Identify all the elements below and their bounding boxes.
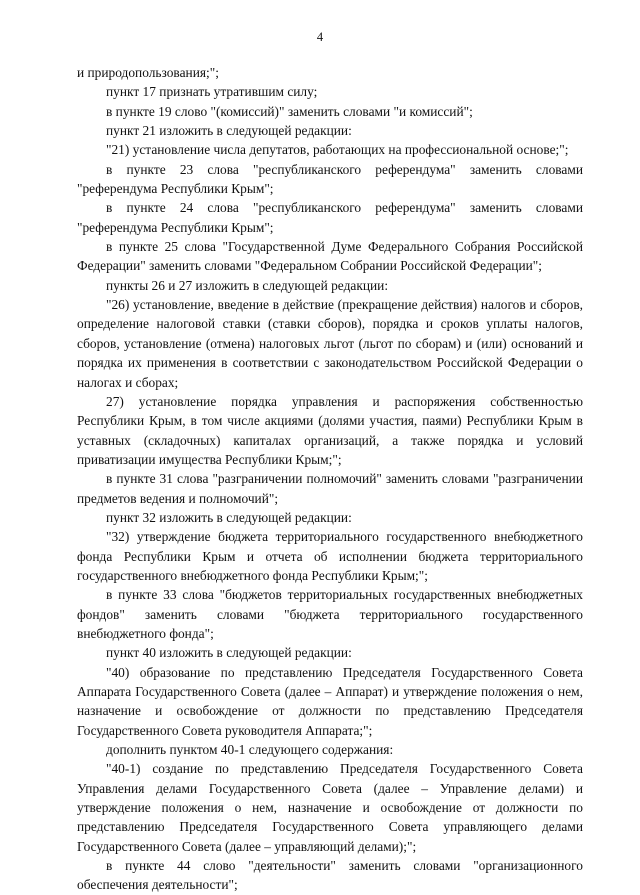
paragraph: в пункте 44 слово "деятельности" заменить словами "организационного обеспечения деятельности"; (77, 858, 583, 893)
paragraph: пункты 26 и 27 изложить в следующей редакции: (106, 277, 389, 293)
paragraph: в пункте 23 слова "республиканского референдума" заменить словами "референдума Республики Крым"; (77, 161, 583, 197)
paragraph: 27) установление порядка управления и распоряжения собственностью Республики Крым, в том числе акциями (долями участия, паями) Республики Крым в уставных (складочных) капиталах организаций, а также порядка и условий приватизации имущества Республики Крым;"; (77, 393, 583, 467)
paragraph: в пункте 33 слова "бюджетов территориальных государственных внебюджетных фондов" заменить словами "бюджета территориального государственного внебюджетного фонда"; (77, 587, 583, 641)
paragraph: дополнить пунктом 40-1 следующего содержания: (106, 742, 394, 758)
paragraph: в пункте 31 слова "разграничении полномочий" заменить словами "разграничении предметов ведения и полномочий"; (77, 471, 583, 506)
paragraph: пункт 21 изложить в следующей редакции: (106, 123, 352, 139)
paragraph: в пункте 24 слова "республиканского референдума" заменить словами "референдума Республики Крым"; (77, 200, 583, 235)
paragraph: в пункте 19 слово "(комиссий)" заменить словами "и комиссий"; (106, 103, 473, 119)
document-body (77, 63, 583, 895)
paragraph: "21) установление числа депутатов, работающих на профессиональной основе;"; (106, 142, 569, 158)
paragraph: и природопользования;"; (77, 65, 219, 80)
paragraph: "32) утверждение бюджета территориального государственного внебюджетного фонда Республики Крым и отчета об исполнении бюджета территориального государственного внебюджетного фонда Республики Крым;"; (77, 529, 583, 583)
paragraph: "40-1) создание по представлению Председателя Государственного Совета Управления делами Государственного Совета (далее – Управление делами) и утверждение положения о нем, назначение и освобождение от должности по представлению Председателя Государственного Совета управляющего делами Государственного Совета (далее – управляющий делами);"; (77, 761, 583, 854)
paragraph: в пункте 25 слова "Государственной Думе Федерального Собрания Российской Федерации" заменить словами "Федеральном Собрании Российской Федерации"; (77, 239, 583, 274)
paragraph: пункт 40 изложить в следующей редакции: (106, 645, 352, 661)
paragraph: пункт 32 изложить в следующей редакции: (106, 509, 352, 525)
paragraph: пункт 17 признать утратившим силу; (106, 84, 318, 100)
page-number: 4 (316, 30, 324, 44)
paragraph: "26) установление, введение в действие (прекращение действия) налогов и сборов, определение налоговой ставки (ставки сборов), порядка и сроков уплаты налогов, сборов, установление (отмена) налоговых льгот (льгот по сборам) и (или) оснований и порядка их применения в соответствии с законодательством Российской Федерации о налогах и сборах; (77, 297, 583, 390)
paragraph: "40) образование по представлению Председателя Государственного Совета Аппарата Государственного Совета (далее – Аппарат) и утверждение положения о нем, назначение и освобождение от должности по представлению Председателя Государственного Совета руководителя Аппарата;"; (77, 664, 583, 738)
